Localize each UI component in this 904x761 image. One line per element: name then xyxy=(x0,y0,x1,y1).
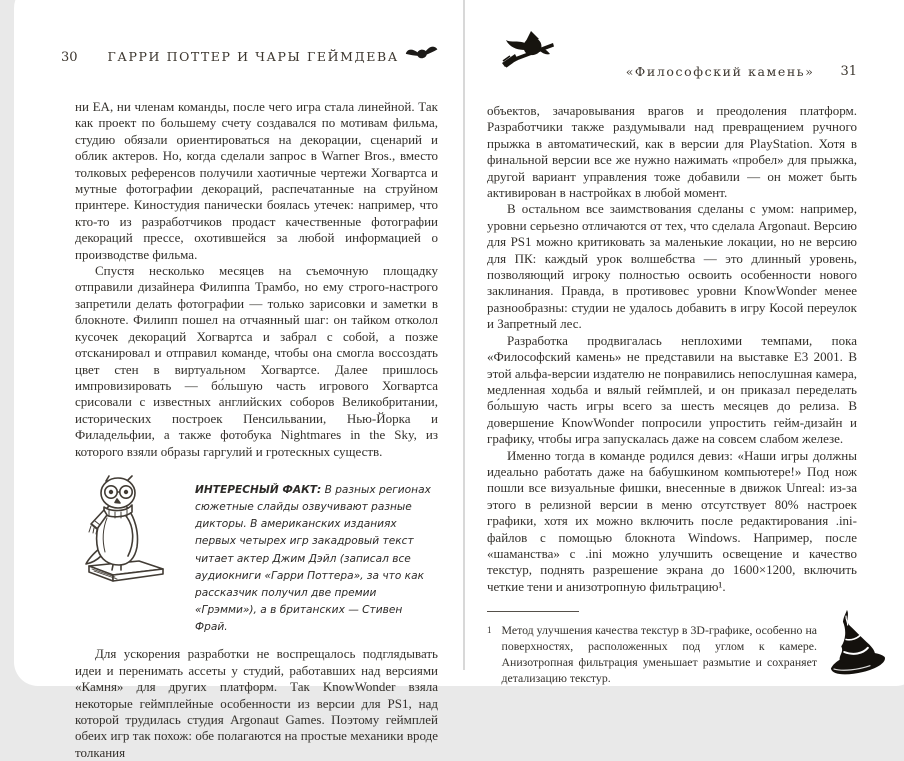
footnote-text: Метод улучшения качества текстур в 3D-графике, особенно на поверхностях, расположенных под углом к камере. Анизотропная фильтрация уменьшает размытие и сохраняет детализацию текстур. xyxy=(502,622,818,686)
right-page xyxy=(487,30,857,686)
left-page-body xyxy=(75,99,438,761)
right-page-body xyxy=(487,103,857,595)
page-gutter-divider xyxy=(463,0,465,670)
paragraph: В остальном все заимствования сделаны с умом: например, уровни серьезно отличаются от тех, что сделала Argonaut. Версию для PS1 можно критиковать за маленькие локации, но не версию для ПК: каждый урок волшебства — это длинный уровень, позволяющий игроку полностью освоить особенности нового заклинания. Правда, в противовес уровни KnowWonder менее разнообразны: студии не удалось добавить в игру Косой переулок и Запретный лес. xyxy=(487,201,857,332)
left-running-header xyxy=(61,45,438,65)
right-running-title: «Философский камень» xyxy=(626,64,815,79)
paragraph: объектов, зачаровывания врагов и преодоления платформ. Разработчики также раздумывали над превращением ручного прыжка в автоматический, как в версии для PlayStation. Хотя в финальной версии все же нужно нажимать «пробел» для прыжка, другой вариант управления тоже добавили — он может быть активирован в настройках в любой момент. xyxy=(487,103,857,201)
fact-body: В разных регионах сюжетные слайды озвучивают разные дикторы. В американских изданиях первых четырех игр закадровый текст читает актер Джим Дэйл (записал все аудиокниги «Гарри Поттера», за что как рассказчик получил две премии «Грэмми»), а в британских — Стивен Фрай. xyxy=(195,484,431,633)
right-page-number: 31 xyxy=(840,64,857,79)
left-running-title: ГАРРИ ПОТТЕР И ЧАРЫ ГЕЙМДЕВА xyxy=(108,49,399,64)
footnote-divider xyxy=(487,611,579,612)
fact-text xyxy=(195,474,438,636)
left-page xyxy=(75,45,438,761)
paragraph: Спустя несколько месяцев на съемочную площадку отправили дизайнера Филиппа Трамбо, но ему строго-настрого запретили делать фотографии — только зарисовки и заметки в блокноте. Филипп пошел на отчаянный шаг: он тайком отколол кусочек декораций Хогвартса и забрал с собой, а позже отсканировал и отправил команде, чтобы она смогла воссоздать цвет стен в виртуальном Хогвартсе. Далее пришлось импровизировать — бо́льшую часть игрового Хогвартса срисовали с известных английских соборов Великобритании, исторических построек Пенсильвании, Нью-Йорка и Филадельфии, а также фотобука Nightmares in the Sky, из которого взяли образы гаргулий и гротескных существ. xyxy=(75,263,438,460)
footnote-marker: 1 xyxy=(487,622,492,686)
fact-label: ИНТЕРЕСНЫЙ ФАКТ: xyxy=(195,484,321,496)
left-page-number: 30 xyxy=(61,50,78,65)
owl-with-glasses-icon xyxy=(73,474,175,590)
right-running-header xyxy=(487,30,857,79)
interesting-fact-block xyxy=(75,474,438,636)
paragraph: Для ускорения разработки не воспрещалось подглядывать идеи и перенимать ассеты у студий, работавших над версиями «Камня» для других платформ. Так KnowWonder взяла некоторые геймплейные особенности из версии для PS1, над которой трудилась студия Argonaut Games. Поэтому геймплей обеих игр так похож: обе полагаются на простые механики вроде толкания xyxy=(75,646,438,761)
golden-snitch-icon xyxy=(405,43,439,66)
paragraph: Именно тогда в команде родился девиз: «Наши игры должны идеально работать даже на бабушкином компьютере!» Под нож пошли все визуальные фишки, внесенные в движок Unreal: из-за этого в релизной версии в меню отсутствует 80% настроек графики, хотя их можно включить после редактирования .ini-файлов с помощью блокнота Windows. Например, после «шаманства» с .ini можно улучшить освещение и качество текстур, поднять разрешение экрана до 1600×1200, включить четкие тени и анизотропную фильтрацию¹. xyxy=(487,448,857,596)
witch-on-broom-icon xyxy=(501,30,559,79)
sorting-hat-icon xyxy=(824,606,886,687)
paragraph: ни EA, ни членам команды, после чего игра стала линейной. Так как проект по большему счету создавался по мотивам фильма, студию обязали ориентироваться на декорации, сценарий и облик актеров. Но, когда сделали запрос в Warner Bros., вместо толковых референсов получили хаотичные чертежи Хогвартса и мутные фотографии декораций, распечатанные на струйном принтере. Киностудия панически боялась утечек: например, что кто-то из разработчиков продаст качественные фотографии декораций прессе, охотившейся за любой информацией о производстве фильма. xyxy=(75,99,438,263)
paragraph: Разработка продвигалась неплохими темпами, пока «Философский камень» не представили на выставке E3 2001. В этой альфа-версии издателю не понравились непослушная камера, медленная ходьба и вялый геймплей, и он приказал переделать бо́льшую часть игры всего за шесть месяцев до релиза. В довершение KnowWonder попросили упростить гейм-дизайн и графику, чтобы игра запускалась даже на совсем слабом железе. xyxy=(487,333,857,448)
footnote xyxy=(487,622,817,686)
